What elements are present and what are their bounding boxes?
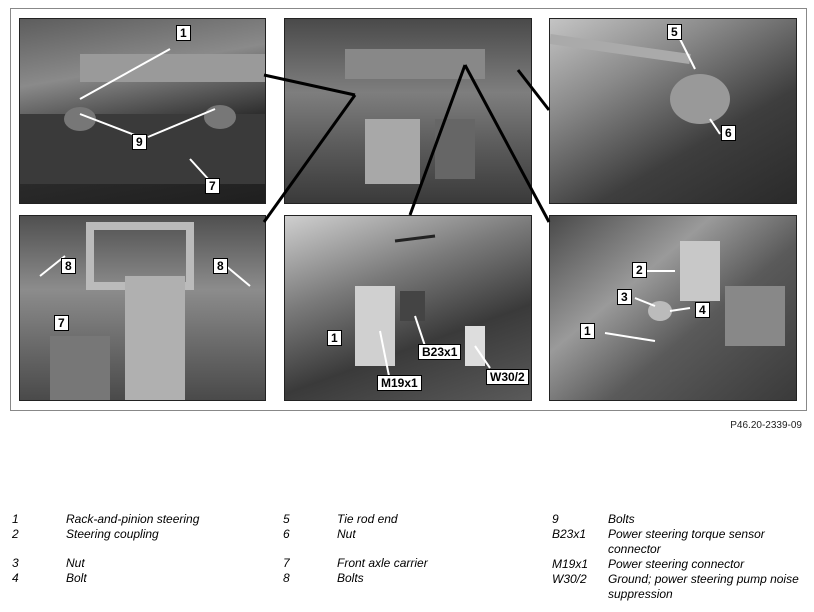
legend-value: Nut [337,527,356,541]
callout-m19x1: M19x1 [377,375,422,391]
legend-value: Ground; power steering pump noise suppression [608,572,799,601]
callout-8-right: 8 [213,258,228,274]
callout-5: 5 [667,24,682,40]
legend-key: 9 [552,512,559,526]
legend-key: 2 [12,527,19,541]
legend-value: Steering coupling [66,527,159,541]
callout-3: 3 [617,289,632,305]
legend-column-3 [552,512,808,602]
legend-row [283,571,537,586]
callout-4: 4 [695,302,710,318]
callout-6: 6 [721,125,736,141]
legend-row [552,527,808,557]
legend-key: 3 [12,556,19,570]
callout-1-center: 1 [327,330,342,346]
legend-row [552,557,808,572]
legend-row [283,556,537,571]
callout-1-right: 1 [580,323,595,339]
legend-value: Power steering torque sensor connector [608,527,765,556]
callout-9: 9 [132,134,147,150]
legend-value: Tie rod end [337,512,398,526]
legend-key: M19x1 [552,557,589,571]
legend-row [12,527,266,542]
callout-w30-2: W30/2 [486,369,529,385]
legend-row [283,527,537,542]
legend-key: 7 [283,556,290,570]
legend-row [12,556,266,571]
callout-8-left: 8 [61,258,76,274]
legend-key: 1 [12,512,19,526]
legend-key: 4 [12,571,19,585]
legend-row [12,512,266,527]
callout-b23x1: B23x1 [418,344,461,360]
legend-value: Nut [66,556,85,570]
legend-key: 6 [283,527,290,541]
legend-key: 8 [283,571,290,585]
legend-column-2 [283,512,537,586]
legend-value: Rack-and-pinion steering [66,512,200,526]
callout-1-top: 1 [176,25,191,41]
legend-key: W30/2 [552,572,587,586]
legend-row [552,572,808,602]
legend-row [12,571,266,586]
legend-key: 5 [283,512,290,526]
legend-value: Front axle carrier [337,556,428,570]
callout-7-bottom: 7 [54,315,69,331]
legend-row [552,512,808,527]
legend-value: Power steering connector [608,557,745,571]
legend-key: B23x1 [552,527,587,541]
legend-row [283,512,537,527]
legend-value: Bolts [337,571,364,585]
callout-2: 2 [632,262,647,278]
legend-value: Bolt [66,571,87,585]
figure-id: P46.20-2339-09 [730,420,802,431]
callout-7-top: 7 [205,178,220,194]
legend-column-1 [12,512,266,586]
legend-value: Bolts [608,512,635,526]
